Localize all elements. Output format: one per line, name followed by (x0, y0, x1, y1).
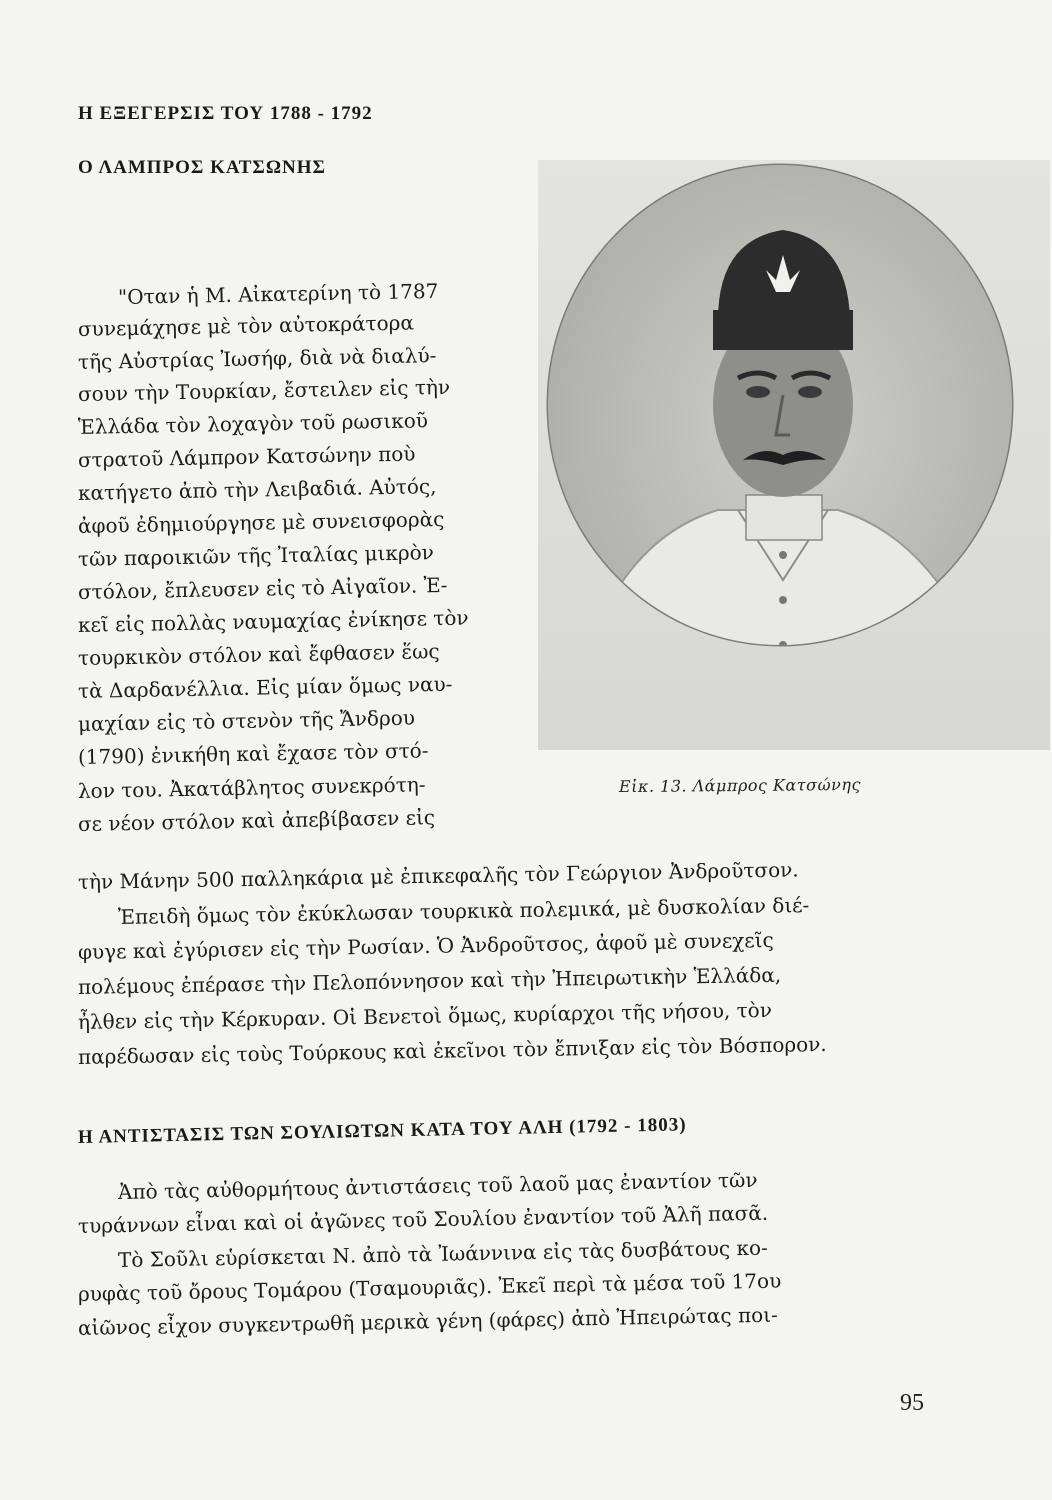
figure-caption: Εἰκ. 13. Λάμπρος Κατσώνης (618, 774, 861, 797)
text-line: τουρκικὸν στόλον καὶ ἔφθασεν ἕως (77, 639, 440, 670)
text-line: μαχίαν εἰς τὸ στενὸν τῆς Ἄνδρου (77, 705, 416, 736)
text-line: κεῖ εἰς πολλὰς ναυμαχίας ἐνίκησε τὸν (77, 605, 469, 637)
text-line: συνεμάχησε μὲ τὸν αὐτοκράτορα (77, 310, 415, 341)
text-line: τῶν παροικιῶν τῆς Ἰταλίας μικρὸν (77, 540, 434, 571)
portrait-drawing (538, 160, 1050, 750)
text-line: τὰ Δαρδανέλλια. Εἰς μίαν ὅμως ναυ- (77, 671, 453, 703)
text-line: Τὸ Σοῦλι εὑρίσκεται Ν. ἀπὸ τὰ Ἰωάννινα εἰς τὰς δυσβάτους κο- (117, 1235, 769, 1272)
section-heading: Η ΑΝΤΙΣΤΑΣΙΣ ΤΩΝ ΣΟΥΛΙΩΤΩΝ ΚΑΤΑ ΤΟΥ ΑΛΗ (1792 - 1803) (77, 1114, 687, 1148)
text-line: λον του. Ἀκατάβλητος συνεκρότη- (77, 772, 426, 803)
text-line: (1790) ἐνικήθη καὶ ἔχασε τὸν στό- (77, 738, 429, 769)
text-line: τῆς Αὐστρίας Ἰωσήφ, διὰ νὰ διαλύ- (77, 343, 437, 374)
text-line: στόλον, ἔπλευσεν εἰς τὸ Αἰγαῖον. Ἐ- (77, 572, 448, 604)
text-line: ἀφοῦ ἐδημιούργησε μὲ συνεισφορὰς (77, 506, 445, 538)
text-line: Ἐπειδὴ ὅμως τὸν ἐκύκλωσαν τουρκικὰ πολεμικά, μὲ δυσκολίαν διέ- (117, 892, 810, 929)
text-line: ρυφὰς τοῦ ὄρους Τομάρου (Τσαμουριᾶς). Ἐκεῖ περὶ τὰ μέσα τοῦ 17ου (77, 1268, 782, 1306)
text-line: "Οταν ἡ Μ. Αἰκατερίνη τὸ 1787 (117, 278, 439, 309)
text-line: παρέδωσαν εἰς τοὺς Τούρκους καὶ ἐκεῖνοι τὸν ἔπνιξαν εἰς τὸν Βόσπορον. (77, 1031, 827, 1069)
page-number: 95 (900, 1390, 924, 1416)
text-line: ἦλθεν εἰς τὴν Κέρκυραν. Οἱ Βενετοὶ ὅμως, κυρίαρχοι τῆς νήσου, τὸν (77, 997, 773, 1034)
text-line: τὴν Μάνην 500 παλληκάρια μὲ ἐπικεφαλῆς τὸν Γεώργιον Ἀνδροῦτσον. (77, 857, 799, 894)
text-line: σουν τὴν Τουρκίαν, ἔστειλεν εἰς τὴν (77, 374, 451, 406)
text-line: κατήγετο ἀπὸ τὴν Λειβαδιά. Αὐτός, (77, 474, 437, 505)
text-line: στρατοῦ Λάμπρον Κατσώνην ποὺ (77, 441, 416, 472)
chapter-title: Η ΕΞΕΓΕΡΣΙΣ ΤΟΥ 1788 - 1792 (78, 103, 373, 124)
portrait-lampros-katsonis (538, 160, 1050, 750)
text-line: Ἑλλάδα τὸν λοχαγὸν τοῦ ρωσικοῦ (77, 408, 429, 439)
text-line: σε νέον στόλον καὶ ἀπεβίβασεν εἰς (77, 805, 436, 836)
text-line: τυράννων εἶναι καὶ οἱ ἀγῶνες τοῦ Σουλίου ἐναντίον τοῦ Ἀλῆ πασᾶ. (77, 1200, 769, 1238)
text-line: πολέμους ἐπέρασε τὴν Πελοπόννησον καὶ τὴν Ἠπειρωτικὴν Ἑλλάδα, (77, 962, 782, 999)
text-line: φυγε καὶ ἐγύρισεν εἰς τὴν Ρωσίαν. Ὁ Ἀνδροῦτσος, ἀφοῦ μὲ συνεχεῖς (77, 927, 774, 964)
chapter-subtitle: Ο ΛΑΜΠΡΟΣ ΚΑΤΣΩΝΗΣ (78, 157, 326, 178)
text-line: αἰῶνος εἶχον συγκεντρωθῆ μερικὰ γένη (φάρες) ἀπὸ Ἠπειρώτας ποι- (77, 1302, 778, 1340)
text-line: Ἀπὸ τὰς αὐθορμήτους ἀντιστάσεις τοῦ λαοῦ μας ἐναντίον τῶν (117, 1167, 758, 1204)
